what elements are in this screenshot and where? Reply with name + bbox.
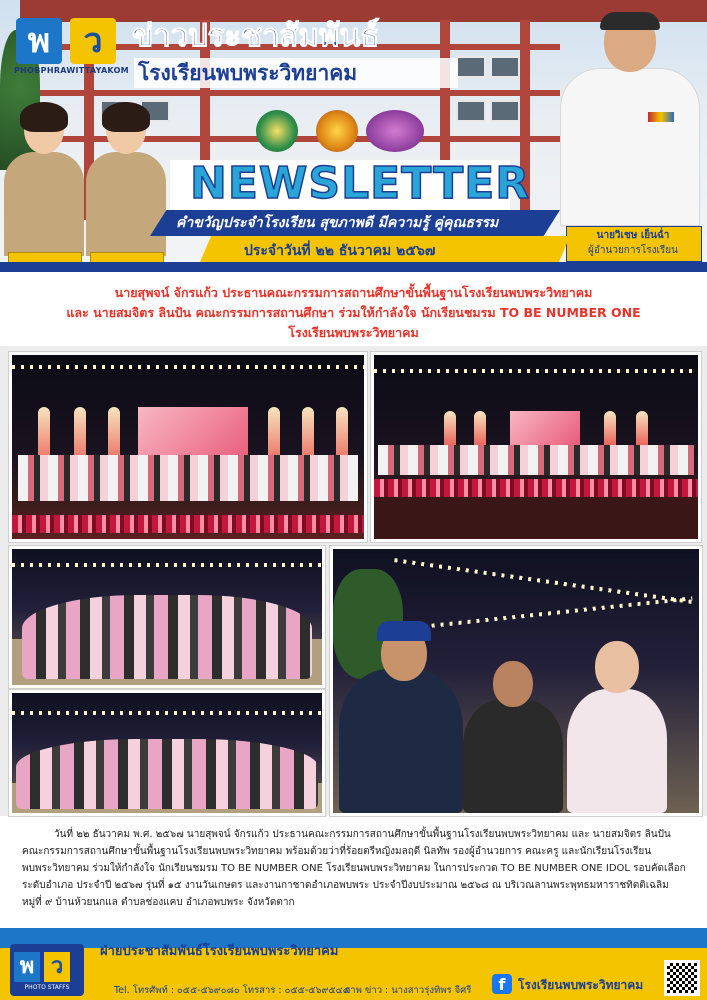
obec-seal-icon (256, 110, 298, 152)
stage-flowers (12, 515, 364, 533)
hair (102, 102, 150, 132)
issue-date: ประจำวันที่ ๒๒ ธันวาคม ๒๕๖๗ (244, 243, 436, 259)
header-divider (0, 262, 707, 272)
photo-committee-members (330, 546, 702, 816)
body-line: คณะกรรมการสถานศึกษาขั้นพื้นฐานโรงเรียนพบพระวิทยาคม พร้อมด้วยว่าที่ร้อยตรีหญิงมลฤดี นิลทัพ รองผู้อำนวยการ คณะครู และนักเรียนโรงเรียน (22, 846, 652, 857)
face (595, 641, 639, 693)
director-position: ผู้อำนวยการโรงเรียน (588, 245, 678, 256)
hair (600, 12, 660, 30)
man-in-dark-jacket (463, 699, 563, 813)
photo-stage-group (371, 352, 701, 542)
photo-audience-seated (9, 546, 325, 688)
director-name: นายวิเชษ เย็นฉ่ำ (596, 230, 670, 241)
officer-photo-1 (4, 106, 84, 256)
footer-logo-letter-w: ว (44, 952, 70, 982)
building-floor-line (40, 90, 560, 96)
stage-flowers (374, 479, 698, 497)
white-uniform (560, 68, 700, 226)
footer-phone: Tel. โทรศัพท์ : ๐๕๕-๕๖๙๐๘๐ โทรสาร : ๐๕๕-๕๖๙๕๔๕ (114, 985, 351, 996)
footer-title: ฝ่ายประชาสัมพันธ์โรงเรียนพบพระวิทยาคม (100, 944, 339, 959)
qr-code-pattern (667, 963, 697, 993)
uniform (4, 152, 84, 256)
medal-ribbon-icon (648, 112, 674, 122)
building-window (456, 100, 486, 122)
string-lights (12, 563, 322, 567)
stage-screen (510, 411, 580, 447)
logo-subtext: PHOBPHRAWITTAYAKOM (14, 66, 129, 75)
headline-line: และ นายสมจิตร ลินปัน คณะกรรมการสถานศึกษา ร่วมให้กำลังใจ นักเรียนชมรม TO BE NUMBER ONE (66, 305, 641, 320)
footer-logo-subtext: PHOTO STAFFS (24, 984, 70, 991)
footer-logo-letter-p: พ (14, 952, 40, 982)
stage-skirt (374, 497, 698, 539)
uniform (86, 152, 166, 256)
page-title: ข่าวประชาสัมพันธ์ (132, 18, 380, 54)
photo-stage-performance (9, 352, 367, 542)
body-line: ระดับอำเภอ ประจำปี ๒๕๖๗ รุ่นที่ ๑๕ งานวันเกษตร และงานกาชาดอำเภอพบพระ ประจำปีงบประมาณ ๒๕๖๘ ณ บริเวณลานพระพุทธมหาราชทิตติเฉลิม (22, 880, 669, 891)
footer-photo-credit: ภาพ ข่าว : นางสาวรุ่งทิพร จีศรี (344, 985, 472, 996)
headline-line: นายสุพจน์ จักรแก้ว ประธานคณะกรรมการสถานศึกษาขั้นพื้นฐานโรงเรียนพบพระวิทยาคม (114, 285, 593, 300)
school-name: โรงเรียนพบพระวิทยาคม (134, 58, 458, 88)
director-photo (560, 12, 700, 226)
building-window (490, 56, 520, 78)
group-of-students (16, 739, 318, 809)
ministry-seal-icon (316, 110, 358, 152)
logo-letter-w: ว (70, 18, 116, 64)
string-lights (414, 596, 693, 629)
area-office-logo-icon (366, 110, 424, 152)
audience-group (22, 595, 312, 679)
face (493, 661, 533, 707)
body-line: วันที่ ๒๒ ธันวาคม พ.ศ. ๒๕๖๗ นายสุพจน์ จักรแก้ว ประธานคณะกรรมการสถานศึกษาขั้นพื้นฐานโรงเรียนพบพระวิทยาคม และ นายสมจิตร ลินปัน (54, 829, 671, 840)
string-lights (12, 711, 322, 715)
headline-line: โรงเรียนพบพระวิทยาคม (288, 325, 419, 340)
article-body (22, 826, 686, 911)
building-window (490, 100, 520, 122)
body-line: พบพระวิทยาคม ร่วมให้กำลังใจ นักเรียนชมรม TO BE NUMBER ONE โรงเรียนพบพระวิทยาคม ในการประกวด TO BE NUMBER ONE IDOL รอบคัดเลือก (22, 863, 686, 874)
cap (377, 621, 431, 641)
logo-letter-p: พ (16, 18, 62, 64)
stage-lights (374, 369, 698, 373)
building-window (456, 56, 486, 78)
school-logo (16, 18, 120, 66)
stage-lights (12, 365, 364, 369)
news-headline (30, 283, 677, 343)
header-banner (0, 0, 707, 272)
hair (20, 102, 68, 132)
facebook-icon[interactable]: f (492, 974, 512, 994)
photo-group-outdoor (9, 690, 325, 816)
man-in-navy-jacket (339, 669, 463, 813)
school-motto: คำขวัญประจำโรงเรียน สุขภาพดี มีความรู้ คู่คุณธรรม (176, 215, 499, 231)
students-group (378, 445, 694, 475)
string-lights (394, 558, 692, 604)
performers-group (18, 455, 358, 501)
newsletter-title: NEWSLETTER (190, 158, 531, 209)
facebook-page-link[interactable]: โรงเรียนพบพระวิทยาคม (518, 978, 644, 992)
body-line: หมู่ที่ ๙ บ้านห้วยนกแล ตำบลช่องแคบ อำเภอพบพระ จังหวัดตาก (22, 897, 295, 908)
woman-in-white-jacket (567, 689, 667, 813)
